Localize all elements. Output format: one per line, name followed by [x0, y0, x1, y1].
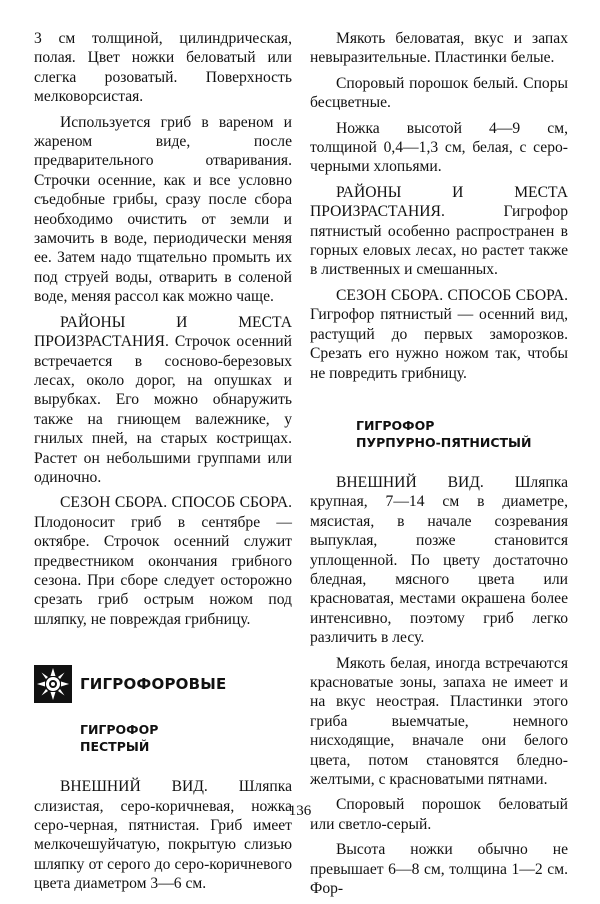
right-paragraph-5: СЕЗОН СБОРА. СПОСОБ СБОРА. Гигрофор пятнистый — осенний вид, растущий до первых заморозков. Срезать его нужно ножом так, чтобы не повредить грибницу. [310, 286, 568, 382]
left-paragraph-5: ВНЕШНИЙ ВИД. Шляпка слизистая, серо-коричневая, ножка серо-черная, пятнистая. Гриб имеет мелкочешуйчатую, покрытую слизью шляпку от серого до серо-коричневого цвета диаметром 3—6 см. [34, 778, 292, 893]
section-heading [34, 665, 292, 703]
right-paragraph-3: Ножка высотой 4—9 см, толщиной 0,4—1,3 см, белая, с серо-черными хлопьями. [310, 119, 568, 176]
right-paragraph-9: Высота ножки обычно не превышает 6—8 см, толщина 1—2 см. Фор- [310, 841, 568, 898]
right-paragraph-6: ВНЕШНИЙ ВИД. Шляпка крупная, 7—14 см в диаметре, мясистая, в начале созревания выпуклая, позже становится уплощенной. По цвету достаточно бледная, мясного цвета или красноватая, местами окрашена более интенсивно, поэтому гриб легко различить в лесу. [310, 473, 568, 647]
left-paragraph-1: 3 см толщиной, цилиндрическая, полая. Цвет ножки беловатый или слегка розоватый. Поверхность мелковорсистая. [34, 30, 292, 106]
species-heading-line-2: ПУРПУРНО-ПЯТНИСТЫЙ [356, 434, 532, 450]
species-heading-line-1: ГИГРОФОР [80, 722, 159, 738]
left-column [34, 29, 292, 894]
right-column [310, 29, 568, 904]
species-heading-line-1: ГИГРОФОР [356, 417, 435, 433]
right-paragraph-7: Мякоть белая, иногда встречаются красноватые зоны, запаха не имеет и на вкус неострая. Пластинки этого гриба выемчатые, немного нисходящие, вначале они белого цвета, потом становятся бледно-желтыми, с красноватыми пятнами. [310, 654, 568, 788]
section-title: ГИГРОФОРОВЫЕ [80, 675, 227, 694]
sun-emblem-icon [34, 665, 72, 703]
right-paragraph-1: Мякоть беловатая, вкус и запах невыразительные. Пластинки белые. [310, 30, 568, 67]
species-heading-line-2: ПЕСТРЫЙ [80, 739, 150, 755]
species-heading-left [80, 721, 292, 755]
right-paragraph-2: Споровый порошок белый. Споры бесцветные. [310, 74, 568, 112]
species-heading-right [356, 417, 568, 451]
right-paragraph-4: РАЙОНЫ И МЕСТА ПРОИЗРАСТАНИЯ. Гигрофор пятнистый особенно распространен в горных еловых лесах, но растет также в лиственных и смешанных. [310, 183, 568, 279]
right-paragraph-8: Споровый порошок беловатый или светло-серый. [310, 796, 568, 833]
page-number: 136 [288, 803, 312, 819]
left-paragraph-3: РАЙОНЫ И МЕСТА ПРОИЗРАСТАНИЯ. Строчок осенний встречается в сосново-березовых лесах, около дорог, на опушках и вырубках. Его можно обнаружить также на гниющем валежнике, у гнилых пней, на старых кострищах. Растет он небольшими группами или одиночно. [34, 313, 292, 486]
left-paragraph-4: СЕЗОН СБОРА. СПОСОБ СБОРА. Плодоносит гриб в сентябре — октябре. Строчок осенний служит предвестником окончания грибного сезона. При сборе следует осторожно срезать гриб острым ножом под шляпку, не повреждая грибницу. [34, 494, 292, 628]
left-paragraph-2: Используется гриб в вареном и жареном виде, после предварительного отваривания. Строчки осенние, как и все условно съедобные грибы, сразу после сбора необходимо очистить от земли и замочить в воде, периодически меняя ее. Затем надо тщательно промыть их под струей воды, отварить в соленой воде, меняя рассол как можно чаще. [34, 113, 292, 306]
